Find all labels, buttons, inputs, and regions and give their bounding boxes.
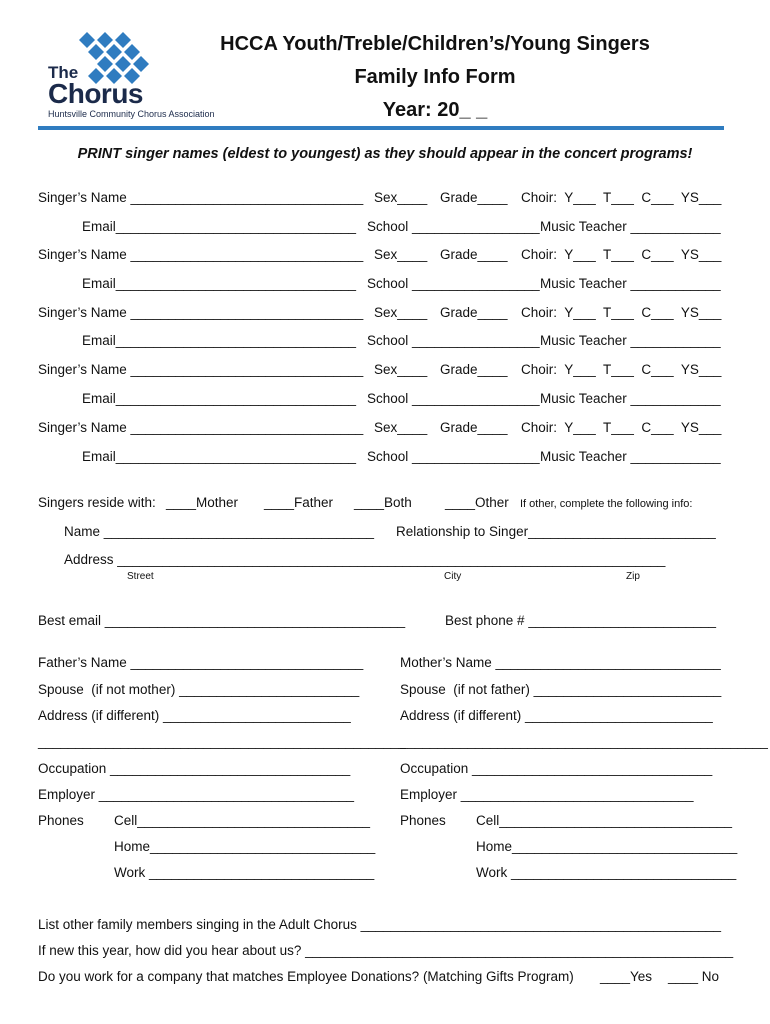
singer-sex-field[interactable]: Sex____ [374, 305, 428, 320]
singer-grade-field[interactable]: Grade____ [440, 247, 508, 262]
mother-address-field[interactable]: Address (if different) _________________________ [400, 708, 713, 723]
singer-email-field[interactable]: Email________________________________ [82, 449, 357, 464]
matching-gifts-yes-option[interactable]: ____Yes [600, 969, 653, 984]
father-address-field[interactable]: Address (if different) _________________________ [38, 708, 351, 723]
best-phone-field[interactable]: Best phone # _________________________ [445, 613, 717, 628]
singer-sex-field[interactable]: Sex____ [374, 247, 428, 262]
logo-tagline: Huntsville Community Chorus Association [48, 109, 215, 119]
matching-gifts-no-option[interactable]: ____ No [668, 969, 720, 984]
singer-choir-field[interactable]: Choir: Y___ T___ C___ YS___ [521, 190, 722, 205]
father-phones-label: Phones [38, 813, 84, 828]
reside-label: Singers reside with: [38, 495, 156, 510]
singer-choir-field[interactable]: Choir: Y___ T___ C___ YS___ [521, 247, 722, 262]
form-title-year: Year: 20_ _ [382, 99, 488, 121]
address-street-caption: Street [127, 571, 154, 582]
singer-music-teacher-field[interactable]: Music Teacher ____________ [540, 391, 721, 406]
logo-chorus: Chorus [48, 78, 143, 109]
logo-the: The [48, 63, 79, 82]
mother-work-field[interactable]: Work ______________________________ [476, 865, 737, 880]
singer-sex-field[interactable]: Sex____ [374, 190, 428, 205]
singer-name-field[interactable]: Singer’s Name _______________________________ [38, 420, 364, 435]
singer-grade-field[interactable]: Grade____ [440, 362, 508, 377]
mother-spouse-field[interactable]: Spouse (if not father) _________________________ [400, 682, 722, 697]
mother-occupation-field[interactable]: Occupation ________________________________ [400, 761, 713, 776]
header-divider [38, 126, 724, 130]
singer-choir-field[interactable]: Choir: Y___ T___ C___ YS___ [521, 362, 722, 377]
reside-other-note: If other, complete the following info: [520, 498, 693, 510]
mother-employer-field[interactable]: Employer _______________________________ [400, 787, 694, 802]
father-employer-field[interactable]: Employer __________________________________ [38, 787, 355, 802]
singer-grade-field[interactable]: Grade____ [440, 420, 508, 435]
hear-about-us-field[interactable]: If new this year, how did you hear about us? _________________________________________________________ [38, 943, 734, 958]
singer-name-field[interactable]: Singer’s Name _______________________________ [38, 362, 364, 377]
mother-home-field[interactable]: Home______________________________ [476, 839, 738, 854]
father-occupation-field[interactable]: Occupation ________________________________ [38, 761, 351, 776]
best-email-field[interactable]: Best email ________________________________________ [38, 613, 406, 628]
father-spouse-field[interactable]: Spouse (if not mother) ________________________ [38, 682, 360, 697]
singer-music-teacher-field[interactable]: Music Teacher ____________ [540, 333, 721, 348]
singer-sex-field[interactable]: Sex____ [374, 420, 428, 435]
singer-choir-field[interactable]: Choir: Y___ T___ C___ YS___ [521, 305, 722, 320]
mother-phones-label: Phones [400, 813, 446, 828]
singer-music-teacher-field[interactable]: Music Teacher ____________ [540, 276, 721, 291]
singer-music-teacher-field[interactable]: Music Teacher ____________ [540, 449, 721, 464]
singer-school-field[interactable]: School _________________ [367, 449, 540, 464]
father-cell-field[interactable]: Cell_______________________________ [114, 813, 371, 828]
reside-mother-option[interactable]: ____Mother [166, 495, 239, 510]
singer-email-field[interactable]: Email________________________________ [82, 333, 357, 348]
singer-grade-field[interactable]: Grade____ [440, 190, 508, 205]
reside-other-option[interactable]: ____Other [445, 495, 509, 510]
mother-name-field[interactable]: Mother’s Name ______________________________ [400, 655, 721, 670]
instructions: PRINT singer names (eldest to youngest) as they should appear in the concert programs! [77, 146, 693, 162]
singer-name-field[interactable]: Singer’s Name _______________________________ [38, 247, 364, 262]
singer-grade-field[interactable]: Grade____ [440, 305, 508, 320]
singer-email-field[interactable]: Email________________________________ [82, 219, 357, 234]
form-title-line2: Family Info Form [354, 66, 516, 88]
singer-name-field[interactable]: Singer’s Name _______________________________ [38, 190, 364, 205]
mother-address-line2-field[interactable]: _________________________________________________ [400, 734, 768, 749]
singer-email-field[interactable]: Email________________________________ [82, 391, 357, 406]
guardian-address-field[interactable]: Address _________________________________________________________________________ [64, 552, 666, 567]
father-work-field[interactable]: Work ______________________________ [114, 865, 375, 880]
singer-school-field[interactable]: School _________________ [367, 391, 540, 406]
singer-name-field[interactable]: Singer’s Name _______________________________ [38, 305, 364, 320]
relationship-field[interactable]: Relationship to Singer_________________________ [396, 524, 716, 539]
singer-sex-field[interactable]: Sex____ [374, 362, 428, 377]
address-zip-caption: Zip [626, 571, 640, 582]
singer-school-field[interactable]: School _________________ [367, 219, 540, 234]
matching-gifts-question: Do you work for a company that matches Employee Donations? (Matching Gifts Program) [38, 969, 574, 984]
adult-chorus-family-field[interactable]: List other family members singing in the Adult Chorus ________________________________________________ [38, 917, 722, 932]
father-home-field[interactable]: Home______________________________ [114, 839, 376, 854]
singer-school-field[interactable]: School _________________ [367, 333, 540, 348]
father-address-line2-field[interactable]: _________________________________________________ [38, 734, 406, 749]
singer-email-field[interactable]: Email________________________________ [82, 276, 357, 291]
mother-cell-field[interactable]: Cell_______________________________ [476, 813, 733, 828]
singer-school-field[interactable]: School _________________ [367, 276, 540, 291]
reside-father-option[interactable]: ____Father [264, 495, 334, 510]
guardian-name-field[interactable]: Name ____________________________________ [64, 524, 375, 539]
father-name-field[interactable]: Father’s Name _______________________________ [38, 655, 364, 670]
singer-music-teacher-field[interactable]: Music Teacher ____________ [540, 219, 721, 234]
address-city-caption: City [444, 571, 462, 582]
reside-both-option[interactable]: ____Both [354, 495, 412, 510]
singer-choir-field[interactable]: Choir: Y___ T___ C___ YS___ [521, 420, 722, 435]
form-title-line1: HCCA Youth/Treble/Children’s/Young Singers [220, 33, 650, 55]
